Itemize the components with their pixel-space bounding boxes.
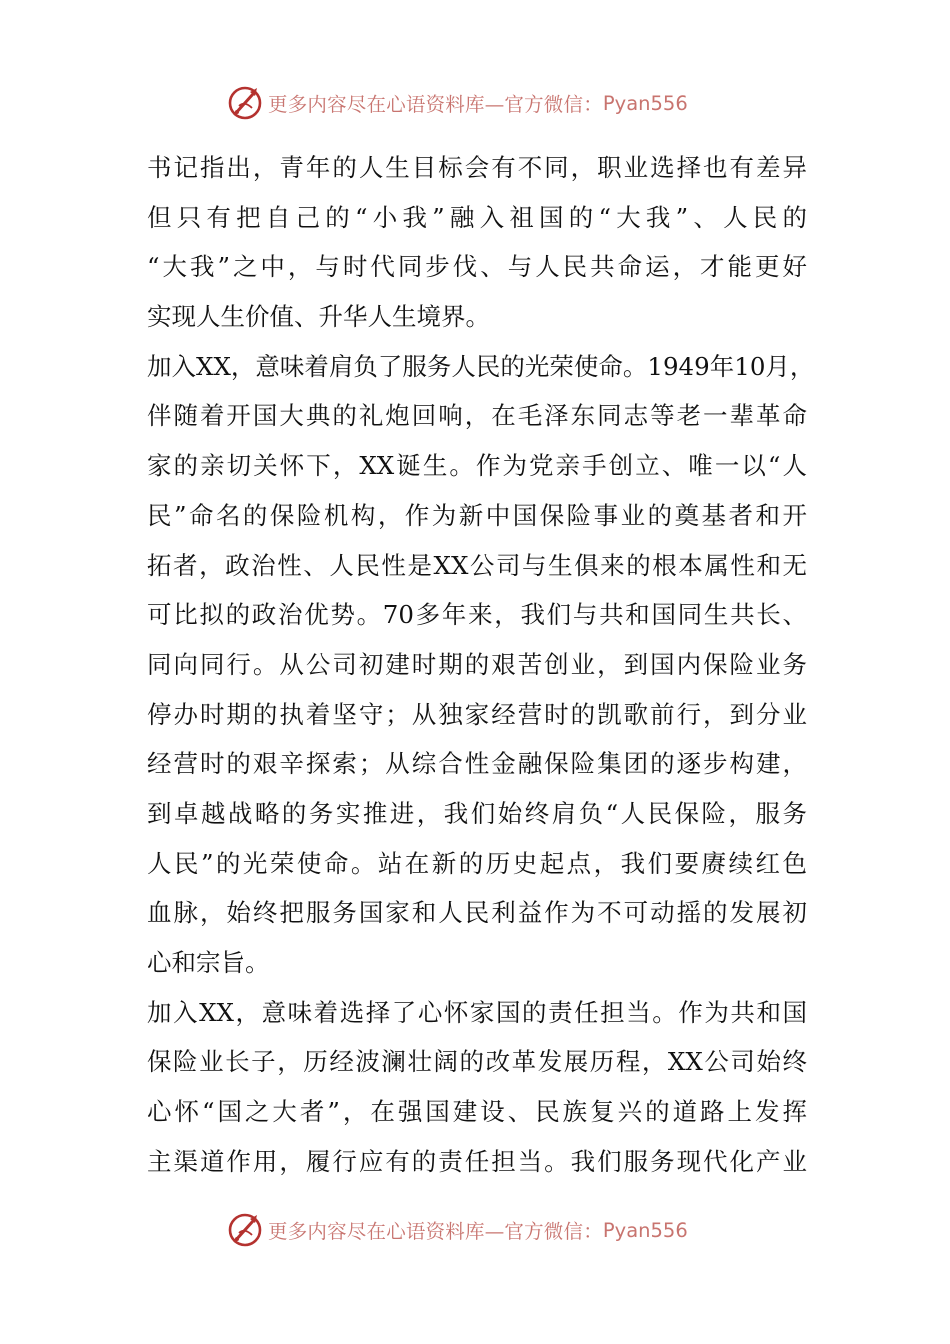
text-line: 心和宗旨。	[147, 948, 270, 977]
text-line: “大我”之中，与时代同步伐、与人民共命运，才能更好	[147, 252, 807, 282]
text-line: 书记指出，青年的人生目标会有不同，职业选择也有差异	[147, 153, 807, 182]
pen-logo-icon	[226, 84, 264, 122]
text-line: 人民”的光荣使命。站在新的历史起点，我们要赓续红色	[147, 848, 807, 878]
wechat-id: Pyan556	[602, 1218, 688, 1242]
text-line: 拓者，政治性、人民性是XX公司与生俱来的根本属性和无	[147, 550, 807, 580]
text-line: 但只有把自己的“小我”融入祖国的“大我”、人民的	[147, 202, 807, 232]
text-line: 停办时期的执着坚守；从独家经营时的凯歌前行，到分业	[147, 699, 807, 729]
banner-text: 更多内容尽在心语资料库—官方微信：	[268, 1220, 603, 1243]
text-line: 同向同行。从公司初建时期的艰苦创业，到国内保险业务	[147, 649, 807, 679]
header-banner	[226, 83, 688, 123]
text-line: 加入XX，意味着肩负了服务人民的光荣使命。1949年10月，	[147, 351, 815, 381]
text-line: 心怀“国之大者”，在强国建设、民族复兴的道路上发挥	[147, 1097, 807, 1127]
pen-logo-icon	[226, 1211, 264, 1249]
text-line: 主渠道作用，履行应有的责任担当。我们服务现代化产业	[147, 1146, 807, 1176]
wechat-id: Pyan556	[602, 91, 688, 115]
text-line: 民”命名的保险机构，作为新中国保险事业的奠基者和开	[147, 500, 807, 530]
banner-text: 更多内容尽在心语资料库—官方微信：	[268, 93, 603, 116]
text-line: 可比拟的政治优势。70多年来，我们与共和国同生共长、	[147, 600, 807, 630]
text-line: 保险业长子，历经波澜壮阔的改革发展历程，XX公司始终	[147, 1047, 807, 1077]
text-line: 到卓越战略的务实推进，我们始终肩负“人民保险，服务	[147, 798, 807, 828]
body-text	[147, 143, 815, 1186]
text-line: 加入XX，意味着选择了心怀家国的责任担当。作为共和国	[147, 997, 807, 1027]
text-line: 实现人生价值、升华人生境界。	[147, 302, 490, 332]
text-line: 经营时的艰辛探索；从综合性金融保险集团的逐步构建，	[147, 749, 807, 779]
text-line: 伴随着开国大典的礼炮回响，在毛泽东同志等老一辈革命	[147, 401, 807, 431]
footer-banner	[226, 1210, 688, 1250]
text-line: 家的亲切关怀下，XX诞生。作为党亲手创立、唯一以“人	[147, 451, 807, 481]
text-line: 血脉，始终把服务国家和人民利益作为不可动摇的发展初	[147, 898, 807, 928]
